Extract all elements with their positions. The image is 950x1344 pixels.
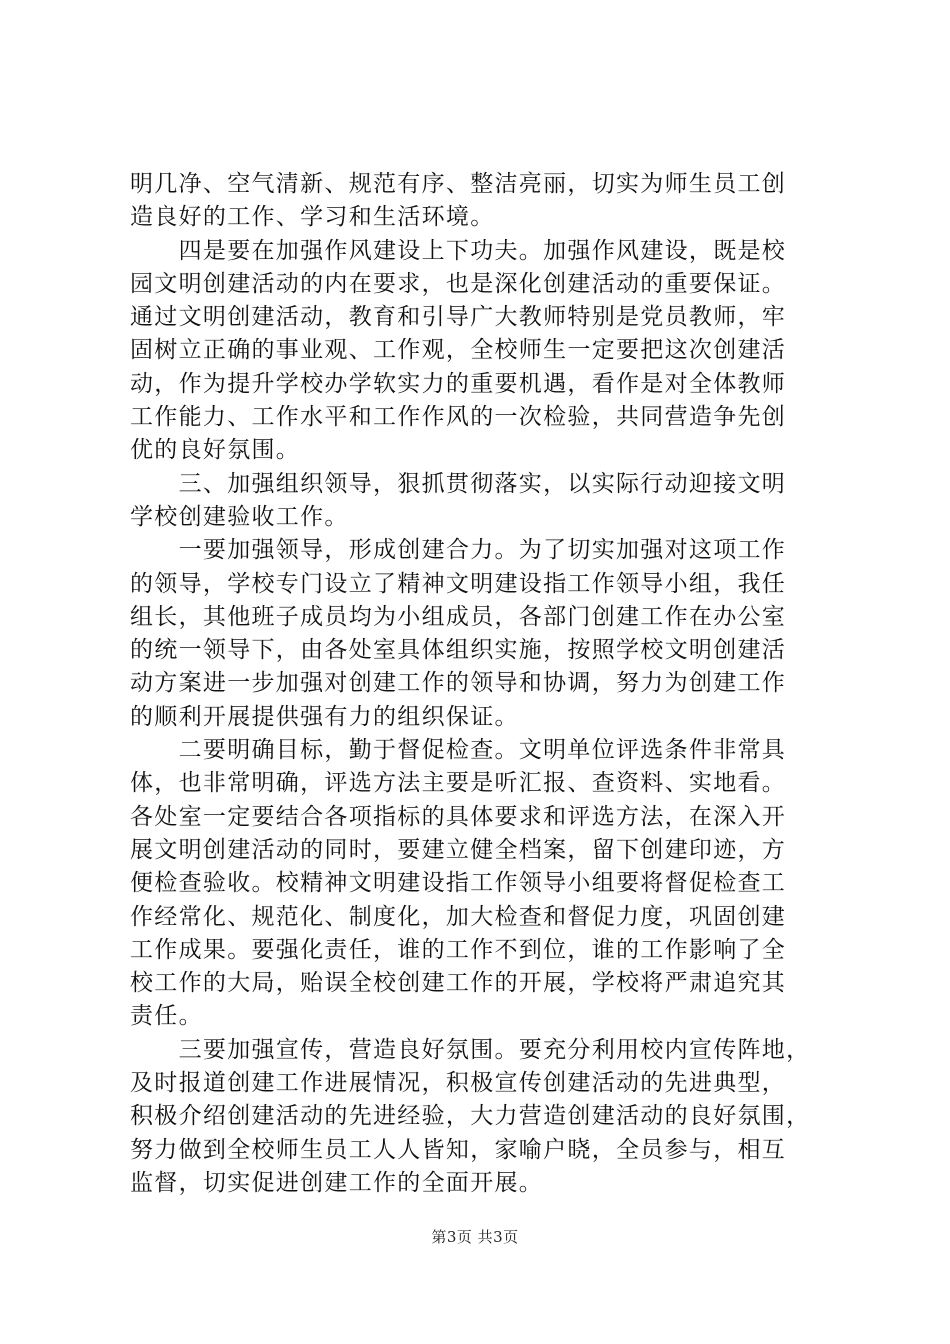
text-line: 三、加强组织领导，狠抓贯彻落实，以实际行动迎接文明 — [130, 470, 787, 497]
text-line: 动，作为提升学校办学软实力的重要机遇，看作是对全体教师 — [130, 370, 787, 397]
text-line: 园文明创建活动的内在要求，也是深化创建活动的重要保证。 — [130, 270, 787, 297]
text-line: 校工作的大局，贻误全校创建工作的开展，学校将严肃追究其 — [130, 970, 787, 997]
text-line: 展文明创建活动的同时，要建立健全档案，留下创建印迹，方 — [130, 836, 787, 863]
text-line: 责任。 — [130, 1003, 203, 1030]
text-line: 工作成果。要强化责任，谁的工作不到位，谁的工作影响了全 — [130, 936, 787, 963]
text-line: 动方案进一步加强对创建工作的领导和协调，努力为创建工作 — [130, 670, 787, 697]
text-line: 的统一领导下，由各处室具体组织实施，按照学校文明创建活 — [130, 637, 787, 664]
text-line: 的领导，学校专门设立了精神文明建设指工作领导小组，我任 — [130, 570, 787, 597]
text-line: 通过文明创建活动，教育和引导广大教师特别是党员教师，牢 — [130, 304, 787, 331]
text-line: 监督，切实促进创建工作的全面开展。 — [130, 1169, 544, 1196]
text-line: 一要加强领导，形成创建合力。为了切实加强对这项工作 — [130, 537, 787, 564]
text-line: 的顺利开展提供强有力的组织保证。 — [130, 703, 519, 730]
text-line: 工作能力、工作水平和工作作风的一次检验，共同营造争先创 — [130, 404, 787, 431]
text-line: 优的良好氛围。 — [130, 437, 301, 464]
text-line: 作经常化、规范化、制度化，加大检查和督促力度，巩固创建 — [130, 903, 787, 930]
text-line: 积极介绍创建活动的先进经验，大力营造创建活动的良好氛围， — [130, 1103, 811, 1130]
text-line: 体，也非常明确，评选方法主要是听汇报、查资料、实地看。 — [130, 770, 787, 797]
text-line: 三要加强宣传，营造良好氛围。要充分利用校内宣传阵地， — [130, 1036, 811, 1063]
text-line: 造良好的工作、学习和生活环境。 — [130, 204, 495, 231]
text-line: 便检查验收。校精神文明建设指工作领导小组要将督促检查工 — [130, 870, 787, 897]
text-line: 学校创建验收工作。 — [130, 503, 349, 530]
text-line: 四是要在加强作风建设上下功夫。加强作风建设，既是校 — [130, 237, 787, 264]
text-line: 固树立正确的事业观、工作观，全校师生一定要把这次创建活 — [130, 337, 787, 364]
text-line: 组长，其他班子成员均为小组成员，各部门创建工作在办公室 — [130, 603, 787, 630]
page-number-footer: 第3页 共3页 — [431, 1228, 519, 1246]
text-line: 努力做到全校师生员工人人皆知，家喻户晓，全员参与，相互 — [130, 1136, 787, 1163]
body-text — [130, 168, 830, 1200]
text-line: 明几净、空气清新、规范有序、整洁亮丽，切实为师生员工创 — [130, 171, 787, 197]
text-line: 及时报道创建工作进展情况，积极宣传创建活动的先进典型， — [130, 1070, 787, 1097]
text-line: 二要明确目标，勤于督促检查。文明单位评选条件非常具 — [130, 737, 787, 764]
text-line: 各处室一定要结合各项指标的具体要求和评选方法，在深入开 — [130, 803, 787, 830]
